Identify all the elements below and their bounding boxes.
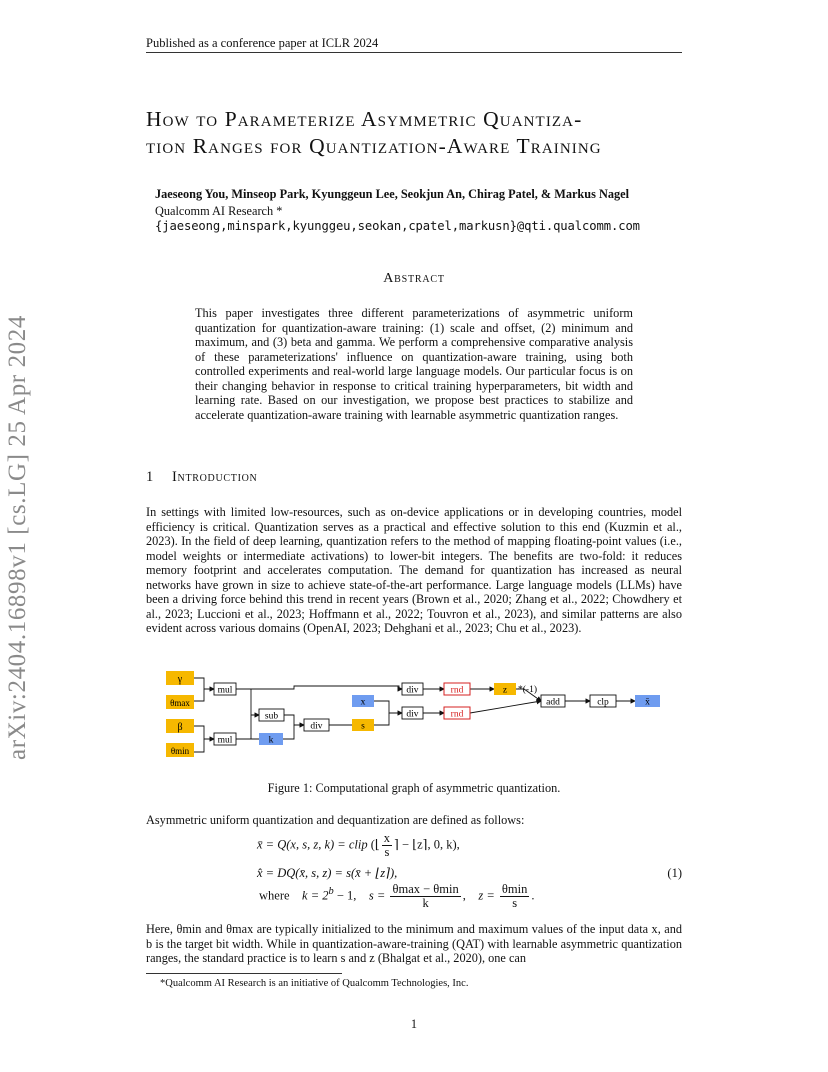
k-label: k xyxy=(268,735,274,746)
fraction-range-over-k xyxy=(390,883,460,910)
clp-label: clp xyxy=(597,697,609,708)
section-number: 1 xyxy=(146,469,154,485)
frac1-num: x xyxy=(383,831,391,845)
equation-intro: Asymmetric uniform quantization and dequantization are defined as follows: xyxy=(146,813,525,827)
z-label: z xyxy=(502,685,508,696)
rnd-label-2: rnd xyxy=(450,709,464,720)
equation-block xyxy=(146,830,682,918)
title-line-1: How to Parameterize Asymmetric Quantiza- xyxy=(146,107,583,131)
eq-where: where xyxy=(259,888,290,903)
s-label: s xyxy=(361,721,365,732)
fraction-min-over-s xyxy=(500,883,529,910)
mul-label-bottom: mul xyxy=(217,735,233,746)
arxiv-sidebar-stamp: arXiv:2404.16898v1 [cs.LG] 25 Apr 2024 xyxy=(4,315,31,760)
computational-graph-figure xyxy=(146,668,682,764)
x-label: x xyxy=(360,697,366,708)
equation-number: (1) xyxy=(667,866,682,880)
add-label: add xyxy=(546,697,560,708)
beta-label: β xyxy=(177,722,183,733)
theta-min-label: θmin xyxy=(170,746,190,756)
title-line-2: tion Ranges for Quantization-Aware Training xyxy=(146,134,602,158)
eq-period: . xyxy=(531,888,535,903)
section-heading xyxy=(146,469,257,486)
eq1-lhs: x̄ = Q(x, s, z, k) = clip xyxy=(257,837,368,852)
xbar-label: x̄ xyxy=(645,697,650,708)
frac3-den: s xyxy=(512,896,518,910)
frac3-num: θmin xyxy=(501,882,528,896)
abstract-heading: Abstract xyxy=(383,271,445,286)
sub-label: sub xyxy=(264,711,279,722)
eq1-open: (⌊ xyxy=(370,837,380,852)
eq-k-rest: − 1, xyxy=(333,888,357,903)
page-number: 1 xyxy=(410,1017,418,1031)
rnd-label-1: rnd xyxy=(450,685,464,696)
equation-line-2 xyxy=(257,865,397,881)
paper-title xyxy=(146,106,706,160)
intro-paragraph: In settings with limited low-resources, such as on-device applications or in developing countries, model efficiency is critical. Quantization serves as a practical and effective solution to this end (Kuzmin et al., 2023). In the field of deep learning, quantization refers to the method of mapping floating-point values (i.e., model weights or intermediate activations) to lower-bit integers. The benefits are two-fold: it reduces memory footprint and accelerates computation. The demand for quantization has increased as neural networks have grown in size to achieve state-of-the-art performance. Large language models (LLMs) have been a driving force behind this trend in recent years (Brown et al., 2020; Zhang et al., 2022; Chowdhery et al., 2023; Luccioni et al., 2023; Hoffmann et al., 2022; Touvron et al., 2023), and similar patterns are also evident across various domains (OpenAI, 2023; Dehghani et al., 2023; Chu et al., 2023). xyxy=(146,505,682,635)
author-list: Jaeseong You, Minseop Park, Kyunggeun Lee, Seokjun An, Chirag Patel, & Markus Nagel xyxy=(155,187,630,201)
eq-s-lhs: s = xyxy=(368,888,386,903)
frac2-num: θmax − θmin xyxy=(392,882,459,896)
section-title: Introduction xyxy=(172,469,258,485)
eq-k-def: k = 2 xyxy=(302,888,329,903)
eq-k-exp: b xyxy=(328,886,334,898)
equation-line-1 xyxy=(257,832,460,859)
eq1-rest: ⌉ − ⌊z⌉, 0, k), xyxy=(394,837,460,852)
post-equation-paragraph: Here, θmin and θmax are typically initialized to the minimum and maximum values of the input data x, and b is the target bit width. While in quantization-aware-training (QAT) with learnable asymmetric quantization ranges, the standard practice is to learn s and z (Bhalgat et al., 2020), one can xyxy=(146,922,682,965)
graph-svg xyxy=(146,668,682,764)
header-rule xyxy=(146,52,682,53)
theta-max-label: θmax xyxy=(170,698,190,708)
eq-comma: , xyxy=(462,888,466,903)
eq-z-lhs: z = xyxy=(478,888,495,903)
fraction-x-over-s xyxy=(382,832,392,859)
div-label-3: div xyxy=(406,709,419,720)
author-emails: {jaeseong,minspark,kyunggeu,seokan,cpatel,markusn}@qti.qualcomm.com xyxy=(155,219,640,233)
abstract-text: This paper investigates three different parameterizations of asymmetric uniform quantization for quantization-aware training: (1) scale and offset, (2) minimum and maximum, and (3) beta and gamma. We perform a comprehensive comparative analysis of these parameterizations' influence on quantization-aware training, using both controlled experiments and real-world large language models. Our particular focus is on their changing behavior in response to critical training hyperparameters, bit width and learning rate. Based on our investigation, we propose best practices to stabilize and accelerate quantization-aware training with learnable asymmetric quantization ranges. xyxy=(195,306,633,422)
figure-caption: Figure 1: Computational graph of asymmetric quantization. xyxy=(267,781,561,795)
mul-label-top: mul xyxy=(217,685,233,696)
negate-label: *(-1) xyxy=(518,685,537,695)
div-label-2: div xyxy=(406,685,419,696)
div-label-1: div xyxy=(310,721,323,732)
gamma-label: γ xyxy=(177,674,183,685)
running-header: Published as a conference paper at ICLR 2024 xyxy=(146,36,379,50)
footnote: *Qualcomm AI Research is an initiative of Qualcomm Technologies, Inc. xyxy=(160,978,469,989)
equation-line-3 xyxy=(259,883,534,910)
footnote-rule xyxy=(146,973,342,974)
frac2-den: k xyxy=(422,896,429,910)
eq2: x̂ = DQ(x̄, s, z) = s(x̄ + ⌊z⌉), xyxy=(257,866,398,880)
frac1-den: s xyxy=(384,845,390,859)
affiliation: Qualcomm AI Research * xyxy=(155,204,283,218)
